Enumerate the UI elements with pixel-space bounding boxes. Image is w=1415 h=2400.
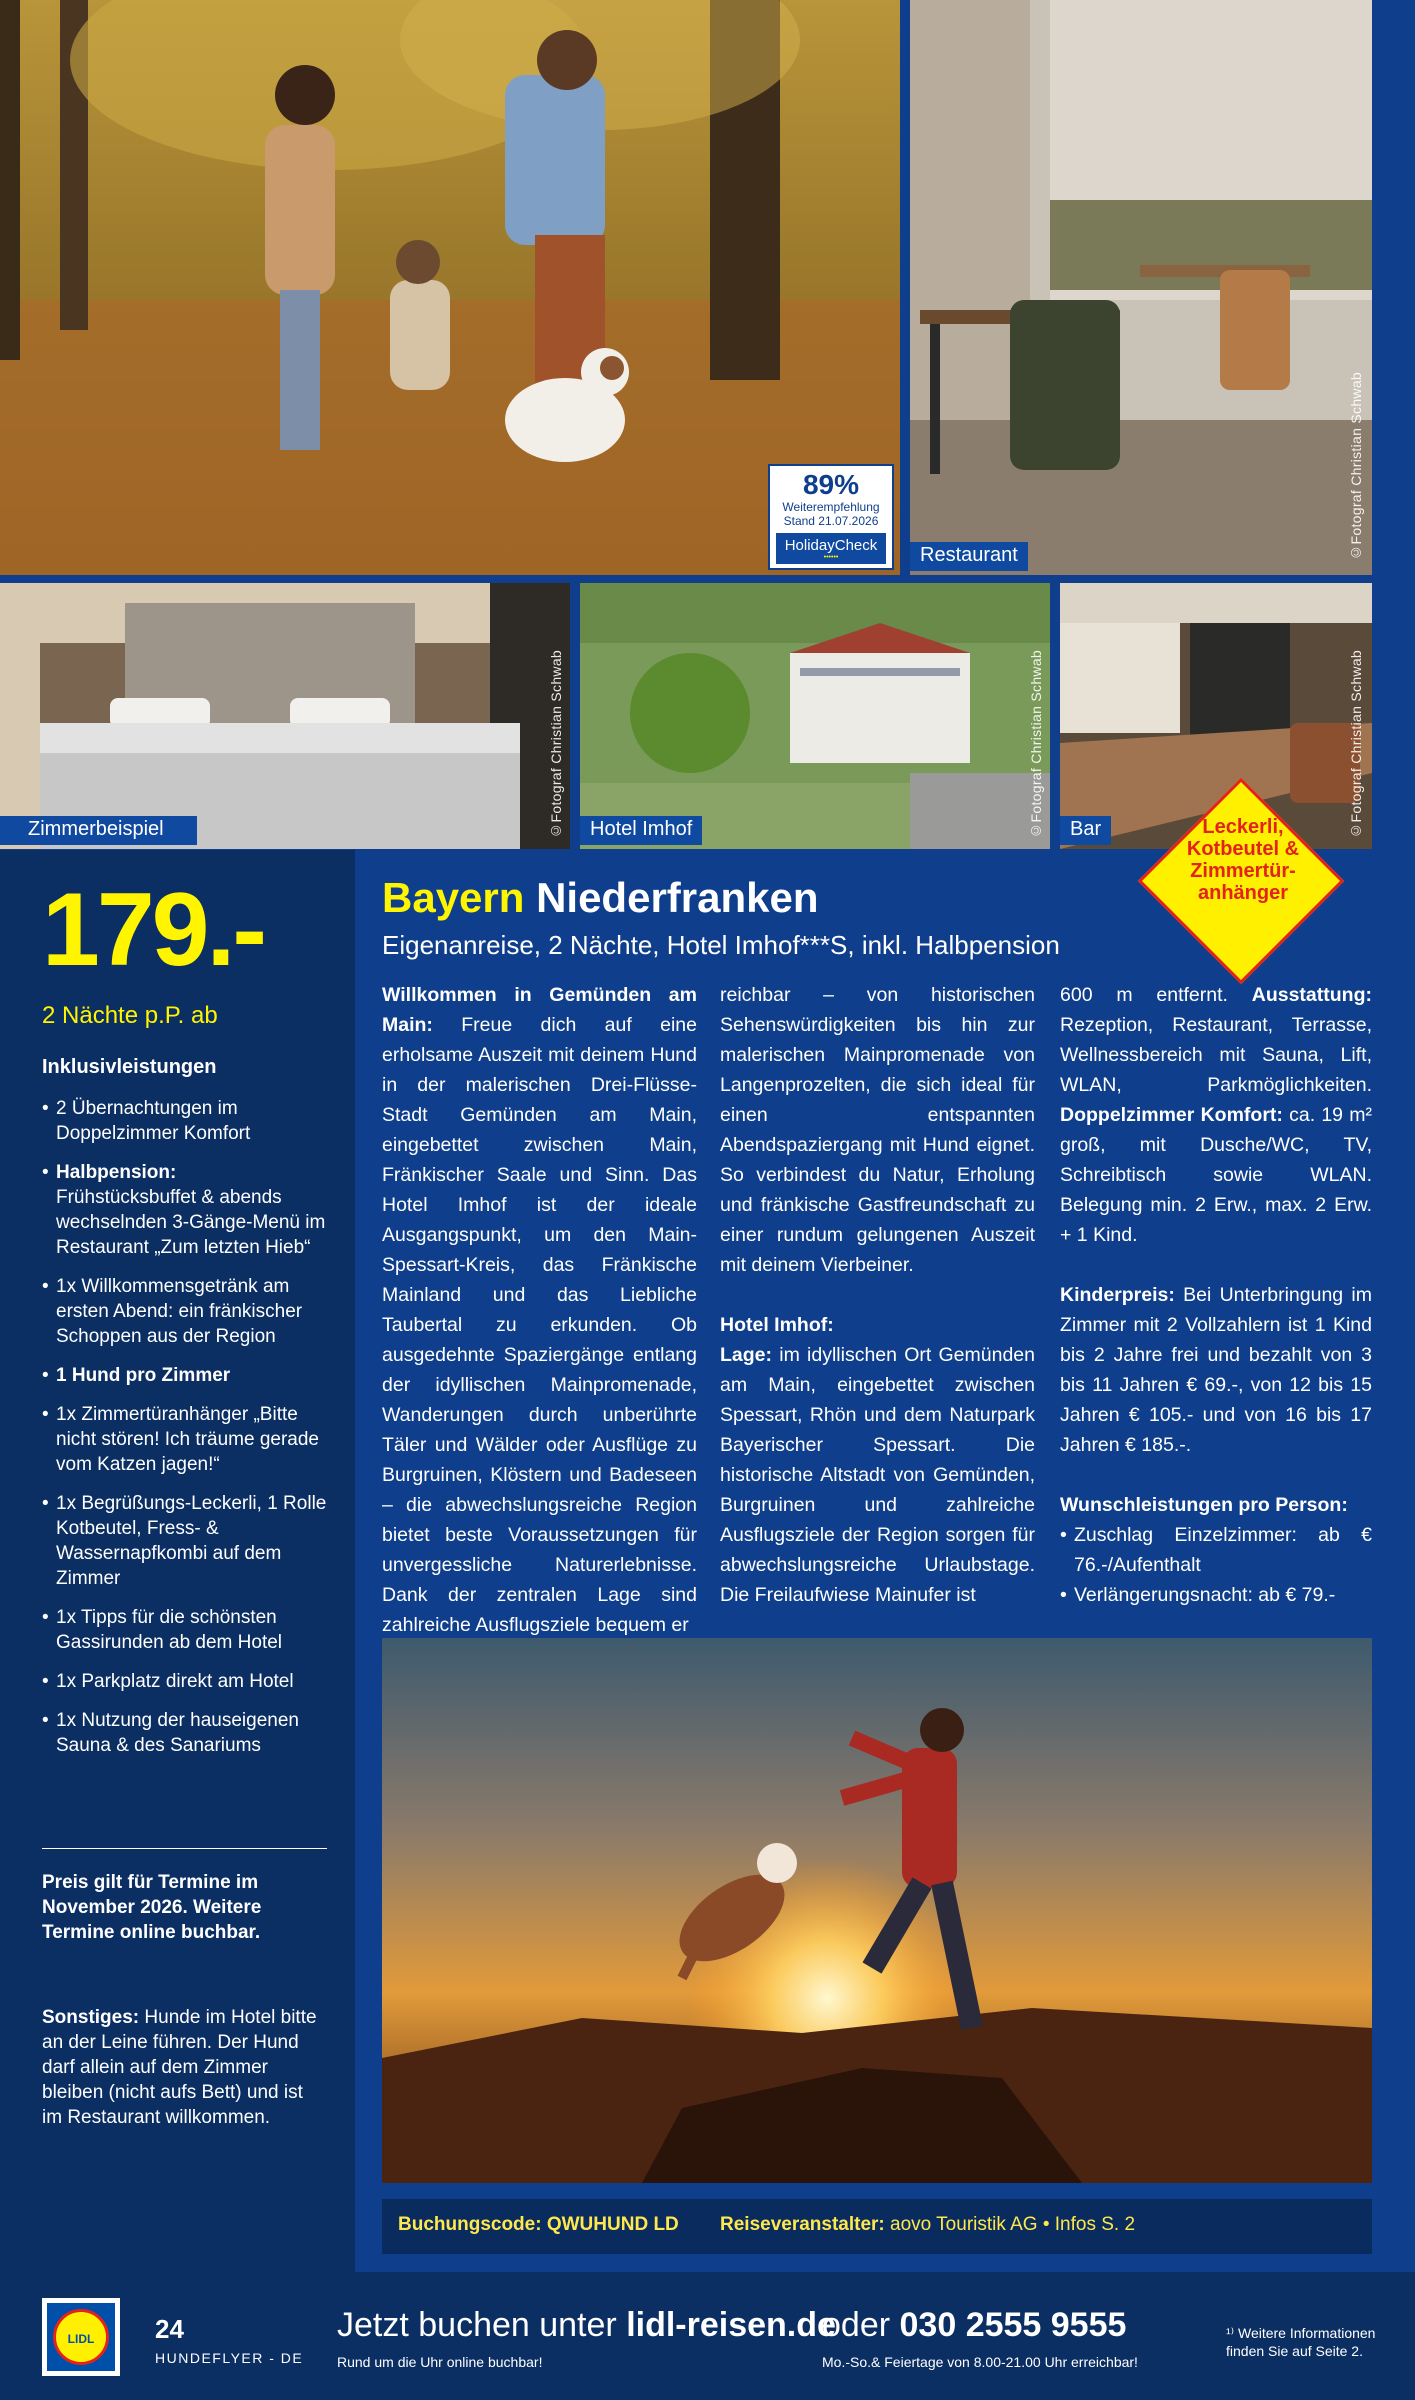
phone-prefix: oder — [822, 2306, 891, 2344]
inclusion-item — [42, 1160, 327, 1260]
wunsch-label — [1060, 1490, 1372, 1520]
wunsch-list — [1060, 1520, 1372, 1610]
zimmer-label: Doppelzimmer Komfort: — [1060, 1104, 1283, 1126]
price-subtitle: 2 Nächte p.P. ab — [42, 1002, 218, 1029]
restaurant-photo-image — [910, 0, 1372, 575]
title-area: Niederfranken — [536, 874, 819, 921]
bar-credit: ©Fotograf Christian Schwab — [1348, 650, 1364, 839]
hero-photo-image — [0, 0, 900, 575]
book-phone — [822, 2306, 1126, 2345]
price: 179.- — [42, 872, 265, 988]
inclusions-list — [42, 1096, 327, 1772]
ausstattung-text: Rezeption, Restaurant, Terrasse, Wellnessbereich mit Sauna, Lift, WLAN, Parkmöglichkeiten. — [1060, 1014, 1372, 1096]
page-title — [382, 874, 819, 922]
inclusion-item: • 1x Nutzung der hauseigenen Sauna & des Sanariums — [42, 1708, 327, 1758]
inclusion-item: • 2 Übernachtungen im Doppelzimmer Komfort — [42, 1096, 327, 1146]
lage-text-end: 600 m entfernt. — [1060, 984, 1252, 1006]
tour-operator — [720, 2214, 1135, 2236]
room-photo-image — [0, 583, 570, 849]
phone-hours: Mo.-So.& Feiertage von 8.00-21.00 Uhr erreichbar! — [822, 2354, 1138, 2370]
book-online-note: Rund um die Uhr online buchbar! — [337, 2354, 543, 2370]
bar-caption: Bar — [1060, 816, 1111, 845]
room-credit: ©Fotograf Christian Schwab — [548, 650, 564, 839]
details-block — [1060, 980, 1372, 1250]
misc-info — [42, 2005, 327, 2130]
promo-badge-text — [1160, 816, 1326, 904]
holidaycheck-logo — [776, 533, 886, 564]
hotel-label-text: Hotel Imhof: — [720, 1314, 834, 1336]
more-info-note: ¹⁾ Weitere Informationen finden Sie auf Seite 2. — [1226, 2325, 1376, 2359]
body-column-1 — [382, 980, 697, 1640]
booking-code-value: QWUHUND LD — [546, 2214, 679, 2235]
restaurant-caption: Restaurant — [910, 542, 1028, 571]
zimmer-text: ca. 19 m² groß, mit Dusche/WC, TV, Schreibtisch sowie WLAN. Belegung min. 2 Erw., max. 2 Erw. + 1 Kind. — [1060, 1104, 1372, 1246]
room-caption: Zimmerbeispiel — [0, 816, 197, 845]
hotel-label — [720, 1310, 1035, 1340]
hotel-photo-image — [580, 583, 1050, 849]
inclusion-item: • 1x Willkommensgetränk am ersten Abend: ein fränkischer Schoppen aus der Region — [42, 1274, 327, 1349]
inclusion-label: Halbpension: — [56, 1162, 177, 1183]
sidebar — [0, 850, 355, 2272]
rating-label: Weiterempfehlung — [782, 500, 880, 514]
booking-bar — [382, 2199, 1372, 2254]
page-number: 24 — [155, 2314, 184, 2344]
badge-line: Kotbeutel & — [1186, 838, 1300, 860]
restaurant-photo — [910, 0, 1372, 575]
lidl-logo-inner — [47, 2303, 115, 2371]
wunsch-item: • Verlängerungsnacht: ab € 79.- — [1060, 1580, 1372, 1610]
inclusion-label: 1 Hund pro Zimmer — [56, 1365, 231, 1386]
book-online — [337, 2306, 836, 2345]
child-price — [1060, 1280, 1372, 1460]
badge-line: anhänger — [1197, 882, 1289, 904]
room-photo — [0, 583, 570, 849]
lidl-logo[interactable] — [42, 2298, 120, 2376]
hotel-photo — [580, 583, 1050, 849]
inclusion-item: • 1x Begrüßungs-Leckerli, 1 Rolle Kotbeutel, Fress- & Wassernapfkombi auf dem Zimmer — [42, 1491, 327, 1591]
holidaycheck-logo-text: HolidayCheck — [784, 537, 878, 554]
badge-line: Leckerli, — [1202, 816, 1284, 838]
rating-percent: 89% — [802, 469, 860, 500]
inclusion-item: • 1x Tipps für die schönsten Gassirunden ab dem Hotel — [42, 1605, 327, 1655]
holidaycheck-rating — [768, 464, 894, 570]
footer — [0, 2272, 1415, 2400]
booking-code — [398, 2214, 679, 2236]
misc-text: Hunde im Hotel bitte an der Leine führen. Der Hund darf allein auf dem Zimmer bleiben (nicht aufs Bett) und ist im Restaurant willkommen. — [42, 2007, 317, 2128]
wunsch-label-text: Wunschleistungen pro Person: — [1060, 1494, 1348, 1516]
page-subtitle: Eigenanreise, 2 Nächte, Hotel Imhof***S, inkl. Halbpension — [382, 930, 1060, 960]
lage-text: im idyllischen Ort Gemünden am Main, eingebettet zwischen Spessart, Rhön und dem Naturpark Bayerischer Spessart. Die historische Altstadt von Gemünden, Burgruinen und zahlreiche Ausflugsziele der Region sorgen für abwechslungsreiche Urlaubstage. Die Freilaufwiese Mainufer ist — [720, 1344, 1035, 1606]
tour-operator-value: aovo Touristik AG • Infos S. 2 — [890, 2214, 1136, 2235]
restaurant-credit: ©Fotograf Christian Schwab — [1348, 372, 1364, 561]
book-prefix: Jetzt buchen unter — [337, 2306, 617, 2344]
booking-code-label: Buchungscode: — [398, 2214, 542, 2235]
rating-stars-icon: •••••• — [823, 554, 839, 561]
tour-operator-label: Reiseveranstalter: — [720, 2214, 885, 2235]
inclusion-item — [42, 1363, 327, 1388]
kinder-label: Kinderpreis: — [1060, 1284, 1175, 1306]
body-column-2 — [720, 980, 1035, 1610]
divider — [42, 1848, 327, 1849]
inclusion-item: • 1x Zimmertüranhänger „Bitte nicht stören! Ich träume gerade vom Katzen jagen!“ — [42, 1402, 327, 1477]
body-column-3 — [1060, 980, 1372, 1610]
hero-photo — [0, 0, 900, 575]
ausstattung-label: Ausstattung: — [1251, 984, 1372, 1006]
misc-label: Sonstiges: — [42, 2007, 140, 2028]
sunset-photo-image — [382, 1638, 1372, 2183]
inclusion-item: • 1x Parkplatz direkt am Hotel — [42, 1669, 327, 1694]
sunset-photo — [382, 1638, 1372, 2183]
inclusions-title: Inklusivleistungen — [42, 1056, 217, 1078]
badge-line: Zimmertür- — [1190, 860, 1296, 882]
flyer-name: HUNDEFLYER - DE — [155, 2350, 304, 2366]
title-region: Bayern — [382, 874, 525, 921]
book-url-link[interactable]: lidl-reisen.de — [626, 2306, 836, 2344]
hotel-credit: ©Fotograf Christian Schwab — [1028, 650, 1044, 839]
lidl-logo-circle — [53, 2309, 109, 2365]
rating-date: Stand 21.07.2026 — [783, 514, 879, 528]
wunsch-item: • Zuschlag Einzelzimmer: ab € 76.-/Aufenthalt — [1060, 1520, 1372, 1580]
kinder-text: Bei Unterbringung im Zimmer mit 2 Vollzahlern ist 1 Kind bis 2 Jahre frei und bezahlt von 3 bis 11 Jahren € 69.-, von 12 bis 15 Jahren € 105.- und von 16 bis 17 Jahren € 185.-. — [1060, 1284, 1372, 1456]
intro-label: Willkommen in Gemünden am Main: — [382, 984, 697, 1036]
lage-label: Lage: — [720, 1344, 773, 1366]
intro-text-part1: Freue dich auf eine erholsame Auszeit mit deinem Hund in der malerischen Drei-Flüsse-Stadt Gemünden am Main, eingebettet zwischen Main, Fränkischer Saale und Sinn. Das Hotel Imhof ist der ideale Ausgangspunkt, um den Main-Spessart-Kreis, das Fränkische Mainland und das Liebliche Taubertal zu erkunden. Ob ausgedehnte Spaziergänge entlang der idyllischen Mainpromenade, Wanderungen durch unberührte Täler und Wälder oder Ausflüge zu Burgruinen, Klöstern und Badeseen – die abwechslungsreiche Region bietet beste Voraussetzungen für unvergessliche Naturerlebnisse. Dank der zentralen Lage sind zahlreiche Ausflugsziele bequem er — [382, 1014, 697, 1636]
hotel-caption: Hotel Imhof — [580, 816, 702, 845]
price-terms: Preis gilt für Termine im November 2026. Weitere Termine online buchbar. — [42, 1872, 262, 1943]
inclusion-text: Frühstücksbuffet & abends wechselnden 3-Gänge-Menü im Restaurant „Zum letzten Hieb“ — [56, 1187, 326, 1258]
phone-number-link[interactable]: 030 2555 9555 — [899, 2306, 1127, 2344]
intro-text-part2: reichbar – von historischen Sehenswürdigkeiten bis hin zur malerischen Mainpromenade von Langenprozelten, die sich ideal für einen entspannten Abendspaziergang mit Hund eignet. So verbindest du Natur, Erholung und fränkische Gastfreundschaft zu einer rundum gelungenen Auszeit mit deinem Vierbeiner. — [720, 984, 1035, 1276]
lidl-logo-text: LIDL — [67, 2332, 95, 2346]
